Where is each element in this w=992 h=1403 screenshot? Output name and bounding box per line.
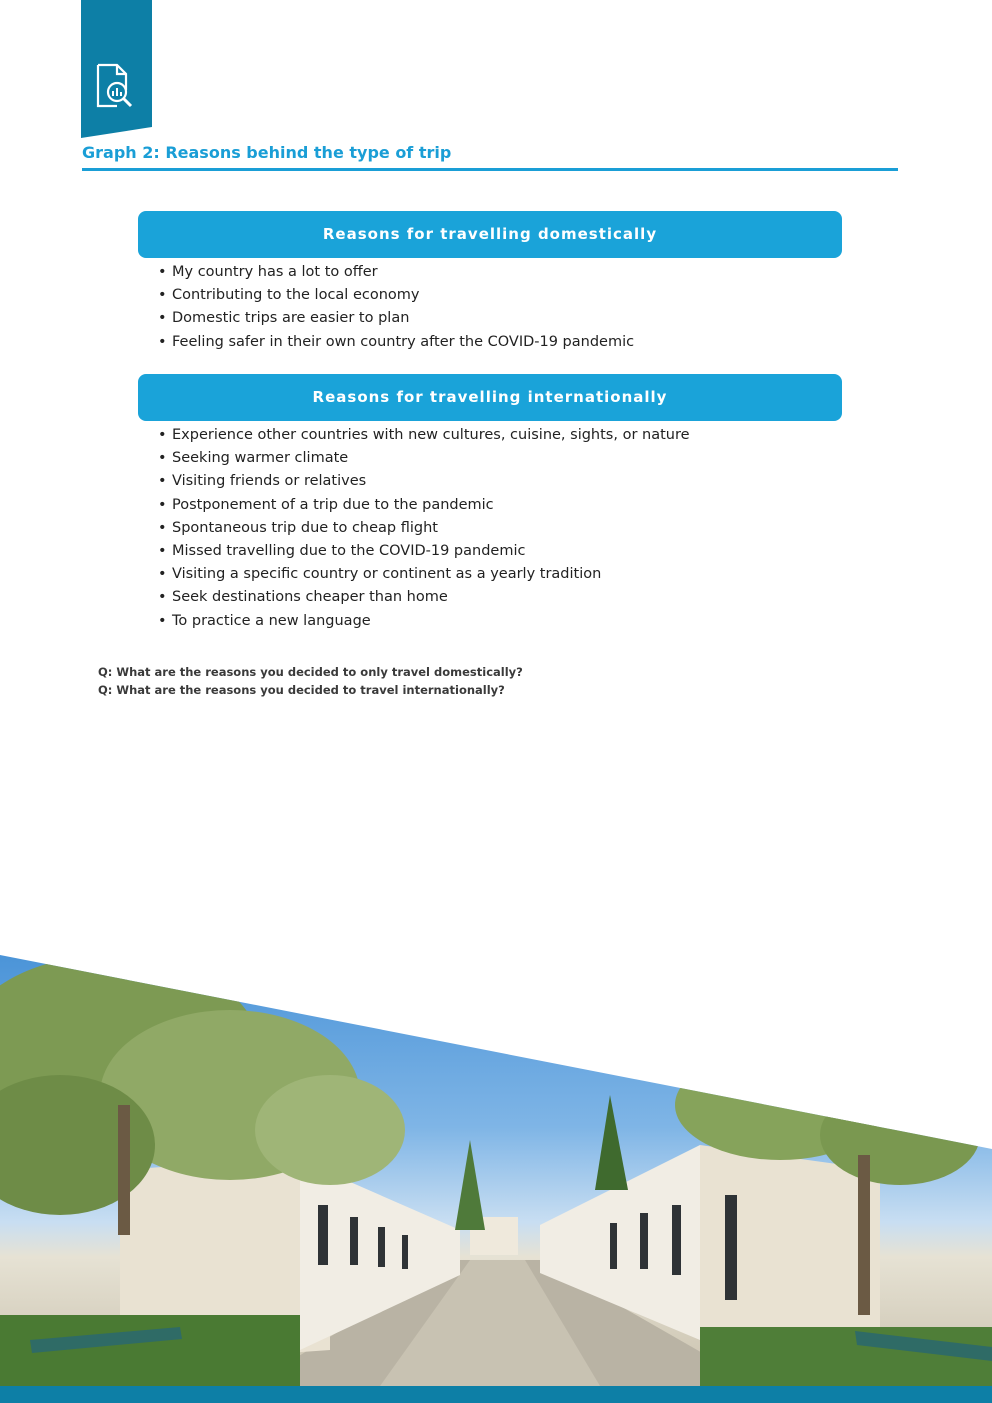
list-item: • Feeling safer in their own country after the COVID-19 pandemic [158,331,634,354]
question-domestic: Q: What are the reasons you decided to only travel domestically? [98,665,523,679]
survey-questions [98,663,523,699]
list-item: • Visiting a specific country or continent as a yearly tradition [158,563,690,586]
list-item: • Domestic trips are easier to plan [158,307,634,330]
international-heading: Reasons for travelling internationally [138,374,842,421]
list-item: • My country has a lot to offer [158,261,634,284]
list-item: • To practice a new language [158,610,690,633]
report-analysis-icon [95,62,135,110]
cemetery-avenue-photo [0,955,992,1386]
domestic-reasons-list [158,261,634,354]
list-item: • Experience other countries with new cultures, cuisine, sights, or nature [158,424,690,447]
header-tab [81,0,152,138]
list-item: • Contributing to the local economy [158,284,634,307]
graph-title: Graph 2: Reasons behind the type of trip [82,143,452,162]
list-item: • Missed travelling due to the COVID-19 pandemic [158,540,690,563]
title-divider [82,168,898,171]
list-item: • Postponement of a trip due to the pandemic [158,494,690,517]
international-reasons-list [158,424,690,633]
domestic-heading: Reasons for travelling domestically [138,211,842,258]
question-international: Q: What are the reasons you decided to travel internationally? [98,683,505,697]
list-item: • Seek destinations cheaper than home [158,586,690,609]
footer-band [0,1386,992,1403]
list-item: • Seeking warmer climate [158,447,690,470]
list-item: • Visiting friends or relatives [158,470,690,493]
list-item: • Spontaneous trip due to cheap flight [158,517,690,540]
